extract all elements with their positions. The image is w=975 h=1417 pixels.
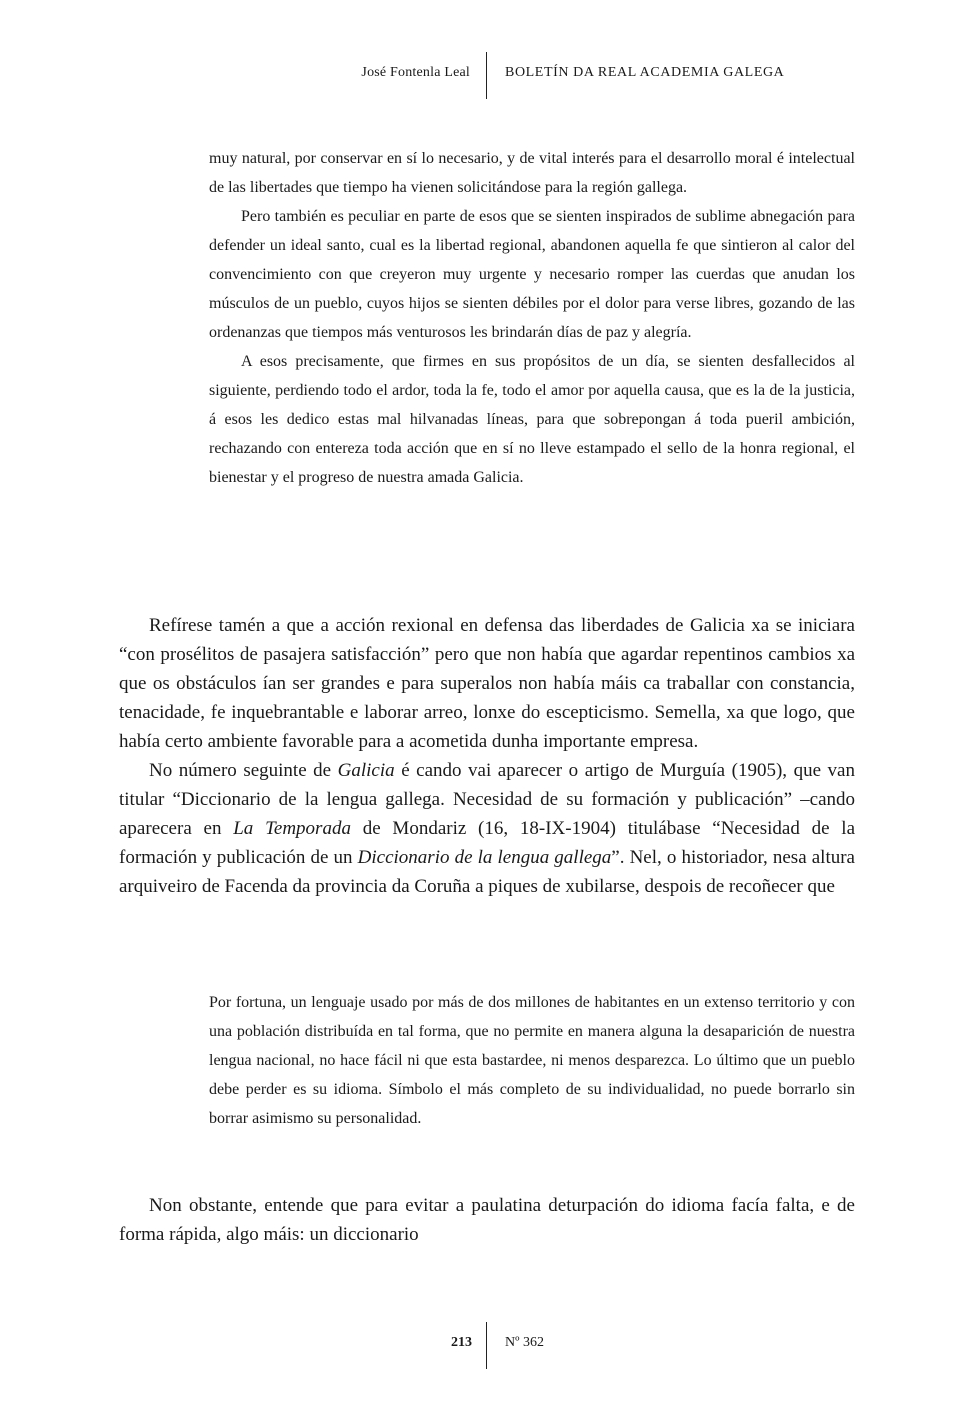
- quote1-paragraph-1: muy natural, por conservar en sí lo necesario, y de vital interés para el desarrollo moral é intelectual de las libertades que tiempo ha vienen solicitándose para la región gallega.: [209, 150, 855, 196]
- quote2-paragraph-1: Por fortuna, un lenguaje usado por más de dos millones de habitantes en un extenso territorio y con una población distribuída en tal forma, que no permite en manera alguna la desaparición de nuestra lengua nacional, no hace fácil ni que esta bastardee, ni menos desparezca. Lo último que un pueblo debe perder es su idioma. Símbolo el más completo de su individualidad, no puede borrarlo sin borrar asimismo su personalidad.: [209, 994, 855, 1127]
- footer-divider: [486, 1322, 487, 1369]
- galicia-title: Galicia: [337, 760, 395, 781]
- body1-p2-text-d: ”. Nel, o historiador, nesa altura arquiveiro de Facenda da provincia da Coruña a piques de xubilarse, despois de recoñecer que: [119, 847, 855, 897]
- running-header: [0, 52, 975, 100]
- body-text-2: [119, 1191, 855, 1249]
- header-divider: [486, 52, 487, 99]
- body1-p2-text-c: de Mondariz (16, 18-IX-1904) titulábase “Necesidad de la formación y publicación de un: [119, 818, 856, 868]
- body1-paragraph-2: [119, 756, 855, 901]
- issue-number: Nº 362: [505, 1335, 544, 1350]
- header-journal-title: BOLETÍN DA REAL ACADEMIA GALEGA: [505, 65, 785, 80]
- body1-paragraph-1: Refírese tamén a que a acción rexional en defensa das liberdades de Galicia xa se iniciara “con prosélitos de pasajera satisfacción” pero que non había que agardar repentinos cambios xa que os obstáculos ían ser grandes e para superalos non había máis ca traballar con constancia, tenacidade, fe inquebrantable e laborar arreo, lonxe do escepticismo. Semella, xa que logo, que había certo ambiente favorable para a acometida dunha importante empresa.: [119, 615, 855, 752]
- page-number: 213: [451, 1335, 472, 1350]
- quote1-paragraph-3: A esos precisamente, que firmes en sus propósitos de un día, se sienten desfallecidos al siguiente, perdiendo todo el ardor, toda la fe, todo el amor por aquella causa, que es la de la justicia, á esos les dedico estas mal hilvanadas líneas, para que sobrepongan á toda pueril ambición, rechazando con entereza toda acción que en sí no lleve estampado el sello de la honra regional, el bienestar y el progreso de nuestra amada Galicia.: [209, 353, 855, 486]
- running-footer: [0, 1322, 975, 1370]
- body2-paragraph-1: Non obstante, entende que para evitar a paulatina deturpación do idioma facía falta, e de forma rápida, algo máis: un diccionario: [119, 1195, 855, 1245]
- header-author: José Fontenla Leal: [361, 65, 470, 80]
- block-quote-1: [209, 144, 855, 492]
- la-temporada-title: La Temporada: [233, 818, 351, 839]
- diccionario-title: Diccionario de la lengua gallega: [357, 847, 612, 868]
- block-quote-2: [209, 988, 855, 1133]
- body1-p2-text-b: é cando vai aparecer o artigo de Murguía (1905), que van titular “Diccionario de la lengua gallega. Necesidad de su formación y publicación” –cando aparecera en: [119, 760, 855, 839]
- quote1-paragraph-2: Pero también es peculiar en parte de esos que se sienten inspirados de sublime abnegación para defender un ideal santo, cual es la libertad regional, abandonen aquella fe que sintieron al calor del convencimiento con que creyeron muy urgente y necesario romper las cuerdas que anudan los músculos de un pueblo, cuyos hijos se sienten débiles por el dolor para verse libres, gozando de las ordenanzas que tiempos más venturosos les brindarán días de paz y alegría.: [209, 208, 855, 341]
- body1-p2-text-a: No número seguinte de: [149, 760, 338, 781]
- body-text-1: [119, 611, 855, 901]
